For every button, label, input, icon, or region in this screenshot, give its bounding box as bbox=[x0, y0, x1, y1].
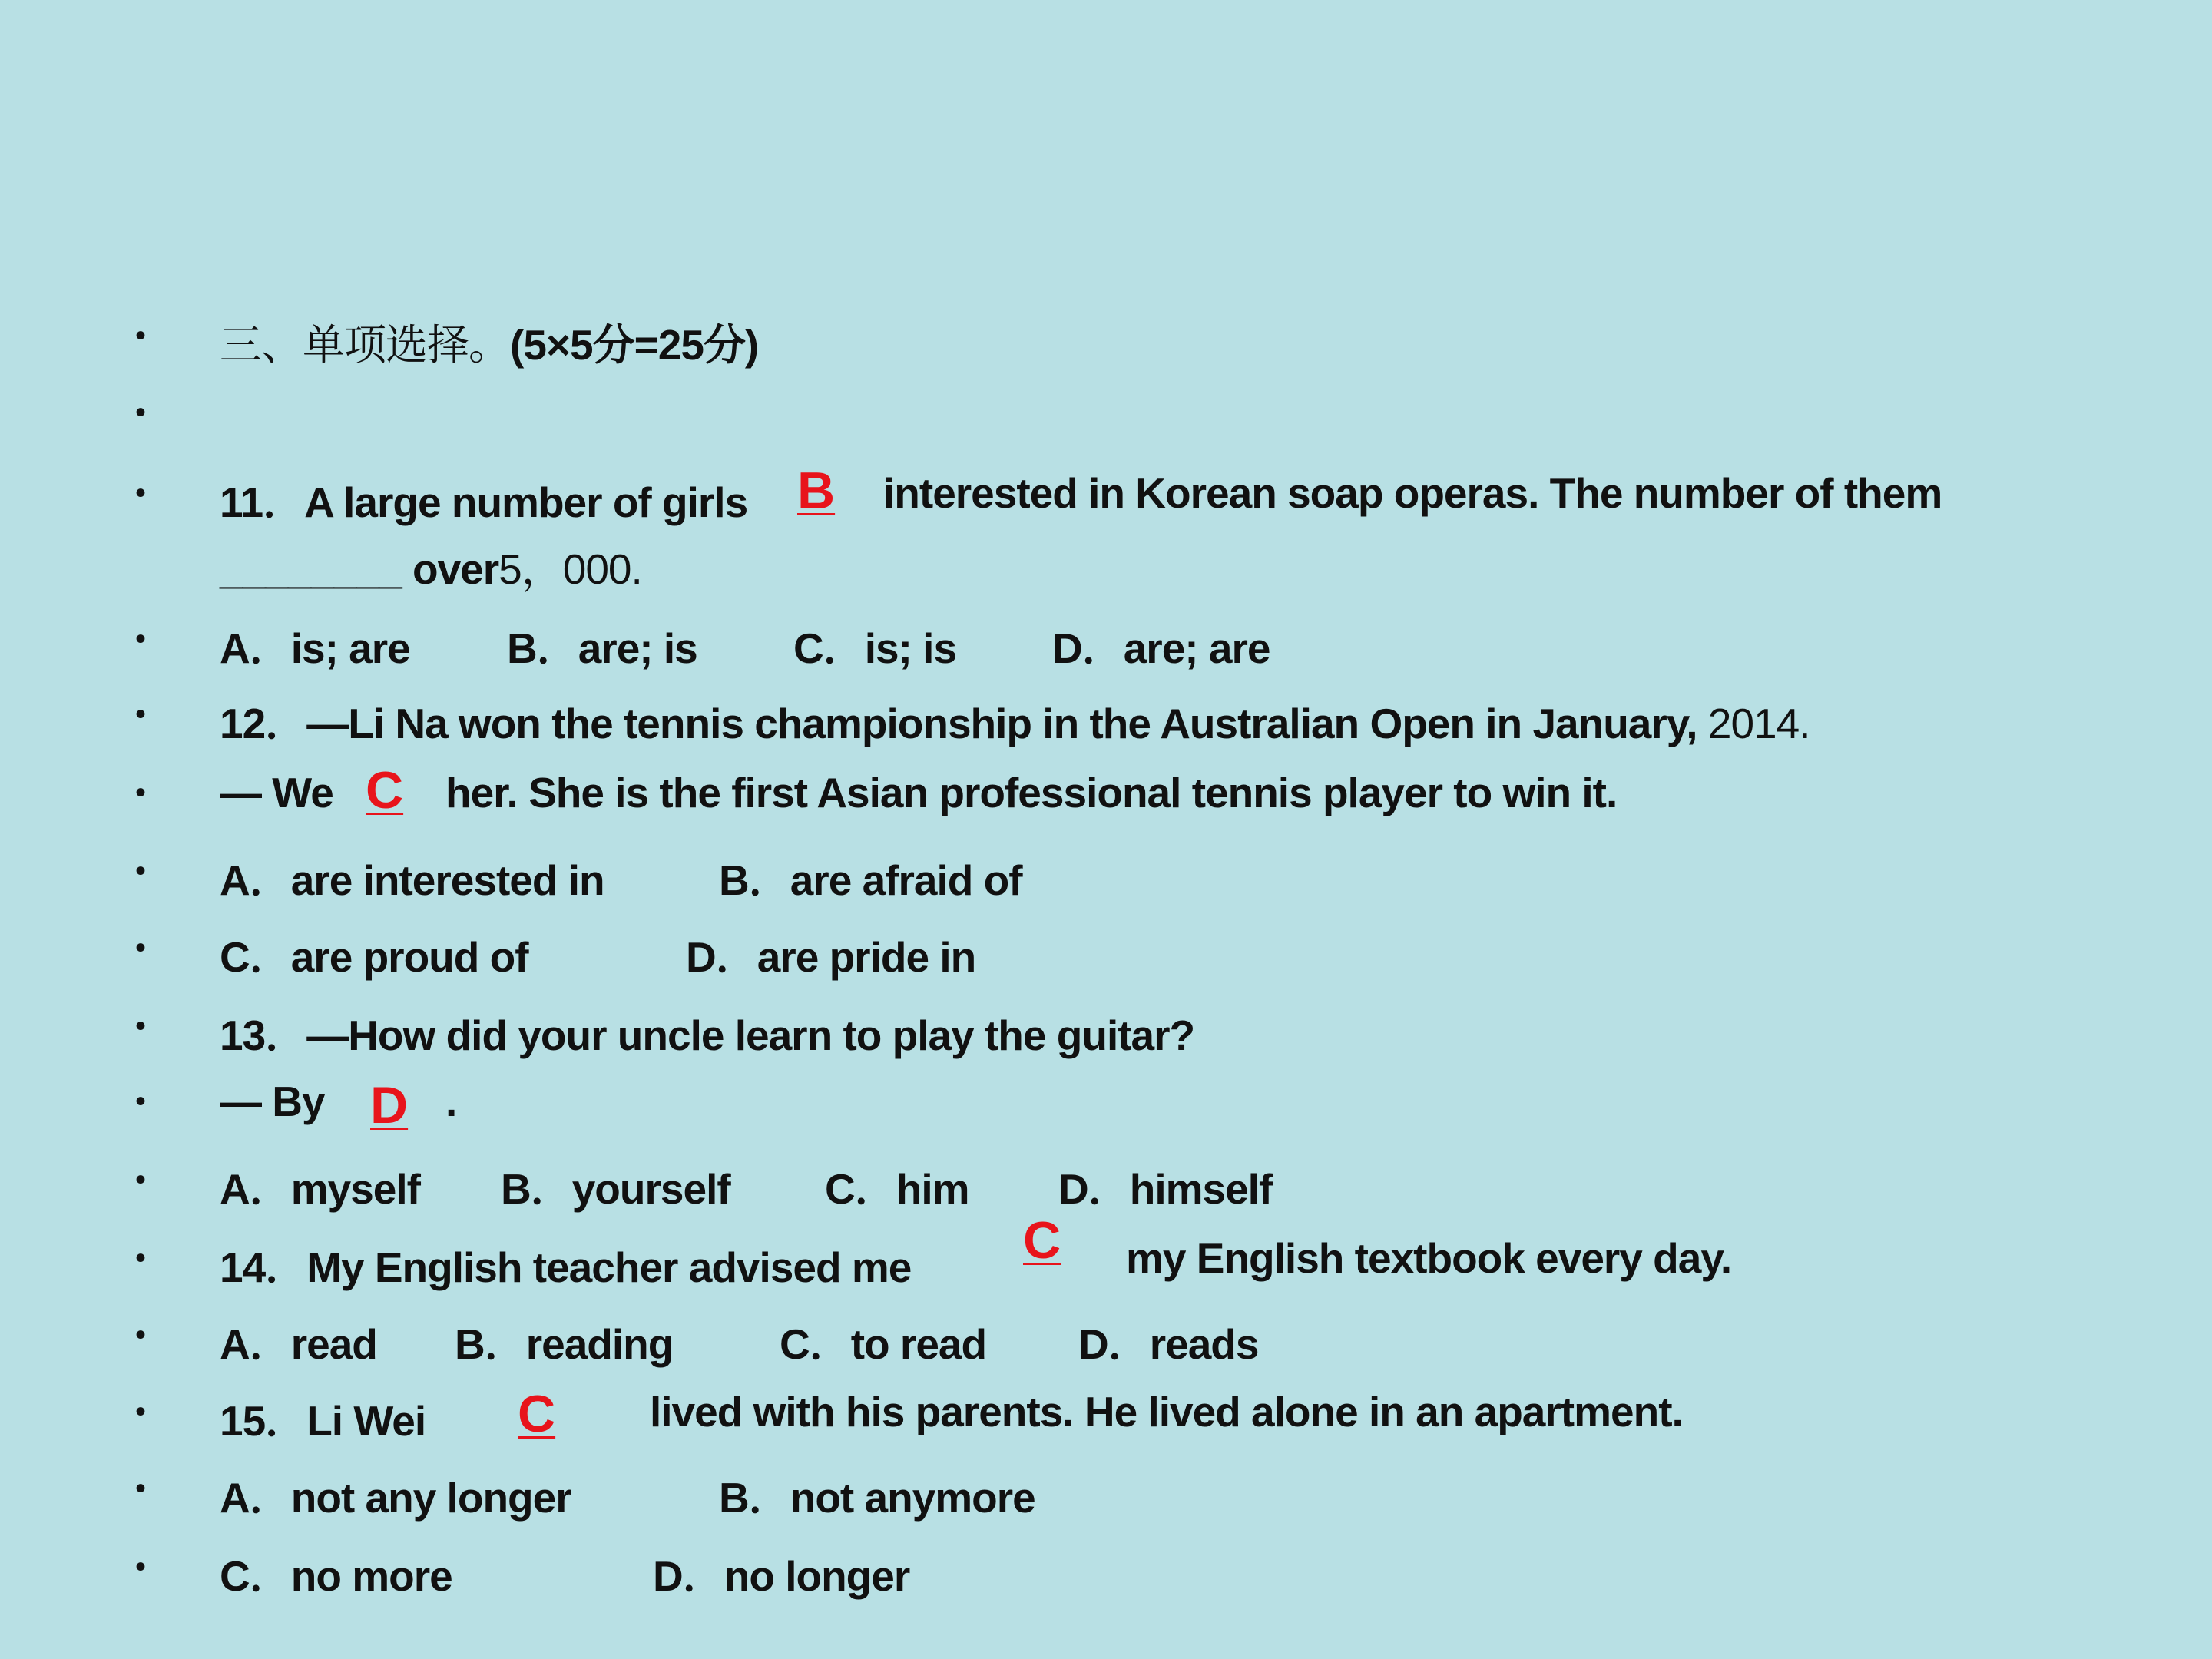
bullet: • bbox=[135, 697, 146, 731]
q13-answer: D bbox=[370, 1076, 409, 1134]
section-title-cn: 三、单项选择。 bbox=[220, 321, 511, 369]
q14-option-d: D．reads bbox=[1078, 1320, 1259, 1368]
q11-option-d: D．are; are bbox=[1052, 624, 1270, 672]
section-title-score: (5×5分=25分) bbox=[510, 321, 759, 369]
q12-answer: C bbox=[366, 761, 404, 820]
q15-option-a: A．not any longer bbox=[220, 1474, 571, 1522]
q11-number: 11． bbox=[220, 478, 305, 526]
q13-option-b: B．yourself bbox=[501, 1165, 730, 1213]
bullet: • bbox=[135, 1241, 146, 1275]
bullet: • bbox=[135, 1009, 146, 1043]
bullet: • bbox=[135, 1395, 146, 1429]
bullet: • bbox=[135, 854, 146, 888]
q11-answer: B bbox=[797, 462, 836, 520]
q13-option-a: A．myself bbox=[220, 1165, 420, 1213]
q11-text2: interested in Korean soap operas. The number of them bbox=[883, 469, 1942, 517]
q11-option-c: C．is; is bbox=[793, 624, 957, 672]
bullet: • bbox=[135, 776, 146, 810]
q14-text2: my English textbook every day. bbox=[1126, 1234, 1732, 1282]
q11-stem-a bbox=[220, 469, 747, 529]
q12-line2a: — We bbox=[220, 769, 333, 816]
q13-option-d: D．himself bbox=[1058, 1165, 1273, 1213]
q11-text1: A large number of girls bbox=[304, 478, 748, 526]
q15-option-d: D．no longer bbox=[653, 1552, 910, 1600]
bullet: • bbox=[135, 1550, 146, 1584]
q13-option-c: C．him bbox=[825, 1165, 969, 1213]
bullet: • bbox=[135, 1163, 146, 1197]
q13-line2b: . bbox=[445, 1078, 457, 1125]
bullet: • bbox=[135, 1084, 146, 1118]
bullet: • bbox=[135, 396, 146, 429]
bullet: • bbox=[135, 476, 146, 510]
q15-stem bbox=[220, 1387, 426, 1448]
q13-line2a: — By bbox=[220, 1078, 325, 1125]
bullet: • bbox=[135, 1318, 146, 1352]
q12-number: 12． bbox=[220, 700, 307, 747]
q15-text2: lived with his parents. He lived alone in an apartment. bbox=[650, 1388, 1683, 1435]
q12-option-b: B．are afraid of bbox=[719, 856, 1022, 904]
q15-option-b: B．not anymore bbox=[719, 1474, 1035, 1522]
q13-stem bbox=[220, 1002, 1194, 1062]
section-title bbox=[220, 311, 758, 372]
q13-number: 13． bbox=[220, 1012, 307, 1059]
q15-answer: C bbox=[518, 1385, 556, 1443]
q12-option-d: D．are pride in bbox=[686, 933, 976, 981]
q12-year: 2014. bbox=[1707, 700, 1810, 747]
q12-stem bbox=[220, 690, 1810, 750]
q11-text3-wrap bbox=[220, 535, 642, 596]
q15-option-c: C．no more bbox=[220, 1552, 452, 1600]
q12-option-c: C．are proud of bbox=[220, 933, 528, 981]
q12-option-a: A．are interested in bbox=[220, 856, 604, 904]
q11-option-b: B．are; is bbox=[507, 624, 697, 672]
bullet: • bbox=[135, 931, 146, 965]
q12-line2b: her. She is the first Asian professional tennis player to win it. bbox=[445, 769, 1618, 816]
bullet: • bbox=[135, 1472, 146, 1505]
q11-option-a: A．is; are bbox=[220, 624, 410, 672]
bullet: • bbox=[135, 319, 146, 353]
q12-line1: —Li Na won the tennis championship in the Australian Open in January, bbox=[306, 700, 1697, 747]
q13-line1: —How did your uncle learn to play the guitar? bbox=[306, 1012, 1195, 1059]
q11-text4: 5，000. bbox=[498, 545, 642, 593]
bullet: • bbox=[135, 622, 146, 656]
q14-number: 14． bbox=[220, 1243, 307, 1291]
q14-answer: C bbox=[1023, 1211, 1061, 1270]
q11-text3: ________ over bbox=[220, 545, 499, 593]
q14-stem bbox=[220, 1233, 911, 1294]
q14-option-b: B．reading bbox=[455, 1320, 674, 1368]
q15-text1: Li Wei bbox=[306, 1397, 426, 1445]
q14-option-c: C．to read bbox=[780, 1320, 987, 1368]
q14-option-a: A．read bbox=[220, 1320, 377, 1368]
q14-text1: My English teacher advised me bbox=[306, 1243, 912, 1291]
q15-number: 15． bbox=[220, 1397, 307, 1445]
